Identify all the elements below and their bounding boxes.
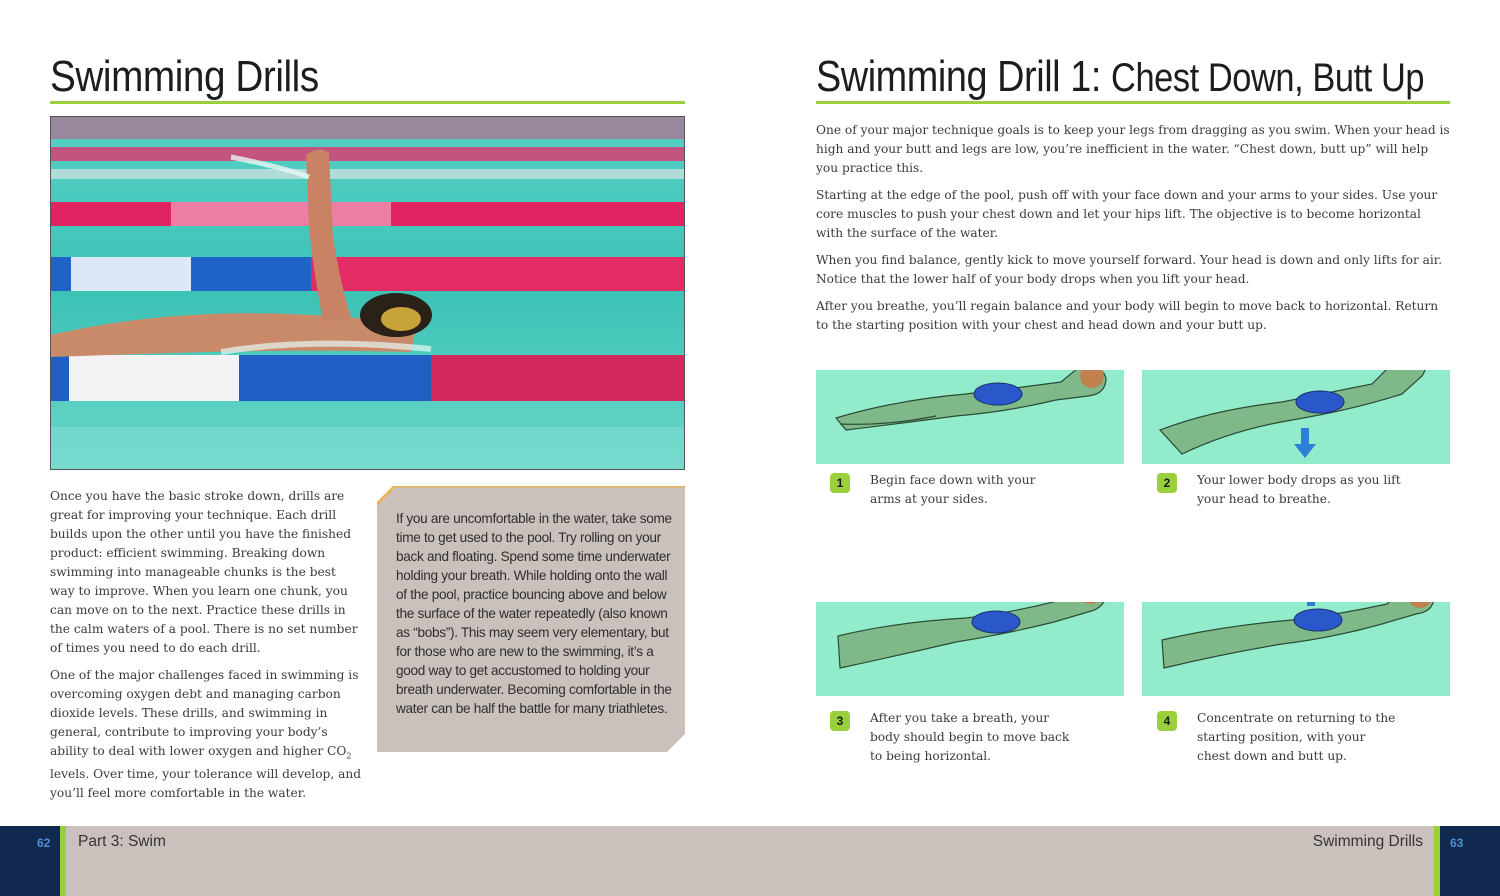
footer-chapter-label: Swimming Drills [1312,833,1423,850]
swimmer-photo [50,116,685,470]
step-3-caption: After you take a breath, your body should begin to move back to being horizontal. [870,711,1070,763]
right-page-number: 63 [1450,836,1464,850]
step-number-badge: 3 [830,711,850,731]
step-4-caption: Concentrate on returning to the starting position, with your chest down and butt up. [1197,711,1396,763]
step-number-badge: 2 [1157,473,1177,493]
right-page-title [816,52,1424,102]
title-underline [816,101,1450,104]
right-body-text [816,121,1450,343]
page-footer [0,826,1500,896]
paragraph-text-continued: levels. Over time, your tolerance will develop, and you’ll feel more comfortable in the water. [50,767,361,801]
step-3-illustration [816,602,1124,696]
left-page-number: 62 [37,836,51,850]
left-page-title: Swimming Drills [50,52,319,101]
page-number-block [0,826,60,896]
tip-sidebar [377,486,685,752]
co2-subscript: 2 [346,751,352,761]
right-paragraph-3: When you find balance, gently kick to move yourself forward. Your head is down and only lifts for air. Notice that the lower half of your body drops when you lift your head. [816,253,1443,286]
step-number-badge: 1 [830,473,850,493]
footer-accent-bar [60,826,66,896]
step-4-illustration [1142,602,1450,696]
footer-section-label: Part 3: Swim [78,833,166,850]
step-number-badge: 4 [1157,711,1177,731]
drill-title-main: Swimming Drill 1: [816,52,1101,101]
page-number-block [1440,826,1500,896]
right-paragraph-4: After you breathe, you’ll regain balance and your body will begin to move back to horizontal. Return to the starting position with your chest and head down and your butt up. [816,299,1439,332]
step-1-illustration [816,370,1124,464]
right-paragraph-1: One of your major technique goals is to keep your legs from dragging as you swim. When your head is high and your butt and legs are low, you’re inefficient in the water. “Chest down, butt up” will help you practice this. [816,123,1450,175]
right-paragraph-2: Starting at the edge of the pool, push off with your face down and your arms to your sides. Use your core muscles to push your chest down and let your hips lift. The objective is to become horizontal with the surface of the water. [816,188,1438,240]
sidebar-text: If you are uncomfortable in the water, take some time to get used to the pool. Try rolling on your back and floating. Spend some time underwater holding your breath. While holding onto the wall of the pool, practice bouncing above and below the surface of the water repeatedly (also known as “bobs”). This may seem very elementary, but for those who are new to the swimming, it’s a good way to get accustomed to holding your breath underwater. Becoming comfortable in the water can be half the battle for many triathletes. [396,511,672,716]
drill-title-sub: Chest Down, Butt Up [1111,56,1425,100]
left-paragraph-1: Once you have the basic stroke down, drills are great for improving your technique. Each drill builds upon the other until you have the finished product: efficient swimming. Breaking down swimming into manageable chunks is the best way to improve. When you learn one chunk, you can move on to the next. Practice these drills in the calm waters of a pool. There is no set number of times you need to do each drill. [50,489,358,655]
swimmer-photo-illustration [51,117,685,470]
paragraph-text: One of the major challenges faced in swimming is overcoming oxygen debt and managing carbon dioxide levels. These drills, and swimming in general, contribute to improving your body’s ability to deal with lower oxygen and higher CO [50,668,359,758]
step-2-caption: Your lower body drops as you lift your head to breathe. [1197,473,1401,506]
left-body-text [50,487,362,811]
left-paragraph-2 [50,666,362,803]
step-1-caption: Begin face down with your arms at your sides. [870,473,1036,506]
title-underline [50,101,685,104]
step-2-illustration [1142,370,1450,464]
